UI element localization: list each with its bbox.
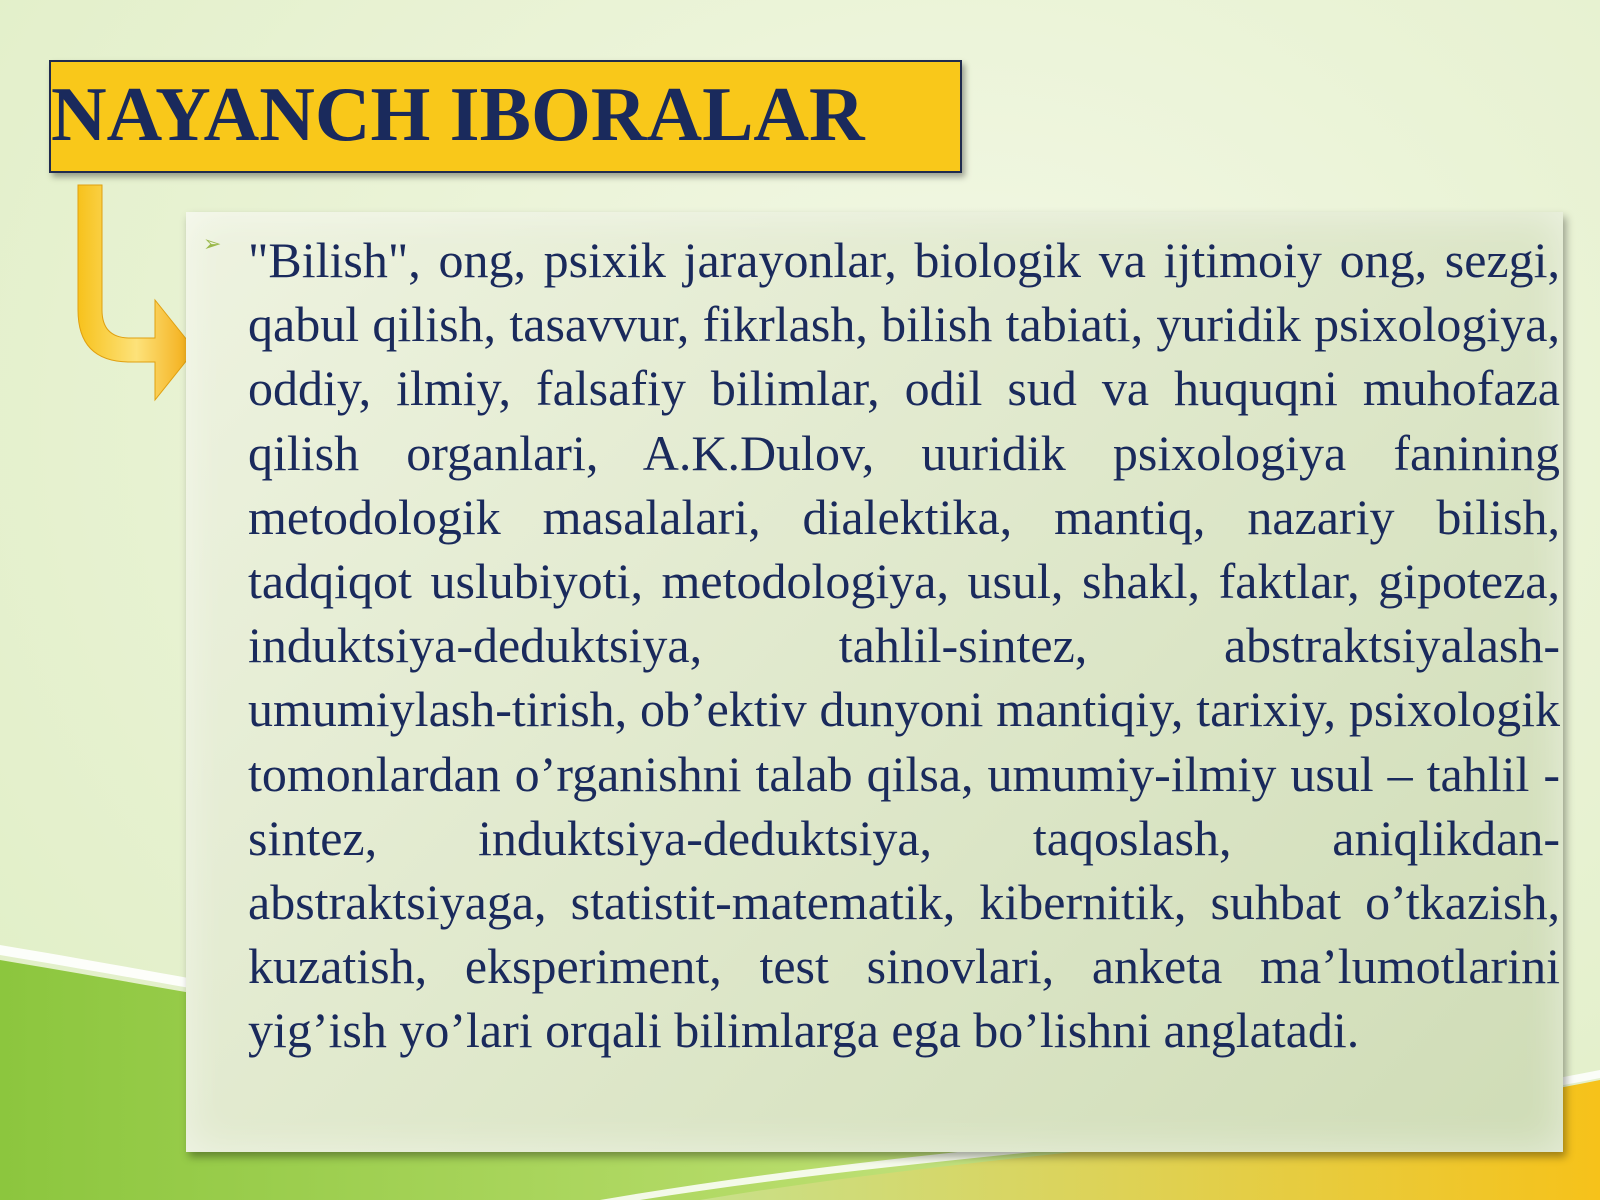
body-text: "Bilish", ong, psixik jarayonlar, biologik va ijtimoiy ong, sezgi, qabul qilish, tasavvur, fikrlash, bilish tabiati, yuridik psixologiya, oddiy, ilmiy, falsafiy bilimlar, odil sud va huquqni muhofaza qilish organlari, A.K.Dulov, uuridik psixologiya fanining metodologik masalalari, dialektika, mantiq, nazariy bilish, tadqiqot uslubiyoti, metodologiya, usul, shakl, faktlar, gipoteza, induktsiya-deduktsiya, tahlil-sintez, abstraktsiyalash-umumiylash-tirish, ob’ektiv dunyoni mantiqiy, tarixiy, psixologik tomonlardan o’rganishni talab qilsa, umumiy-ilmiy usul – tahlil - sintez, induktsiya-deduktsiya, taqoslash, aniqlikdan- abstraktsiyaga, statistit-matematik, kibernitik, suhbat o’tkazish, kuzatish, eksperiment, test sinovlari, anketa ma’lumotlarini yig’ish yo’lari orqali bilimlarga ega bo’lishni anglatadi. <box>248 232 1560 1059</box>
title-box <box>49 60 962 173</box>
arrow-bullet-icon: ➢ <box>203 232 222 257</box>
bent-arrow-icon <box>60 180 200 410</box>
content-box <box>186 212 1563 1152</box>
page-title: NAYANCH IBORALAR <box>51 71 865 157</box>
